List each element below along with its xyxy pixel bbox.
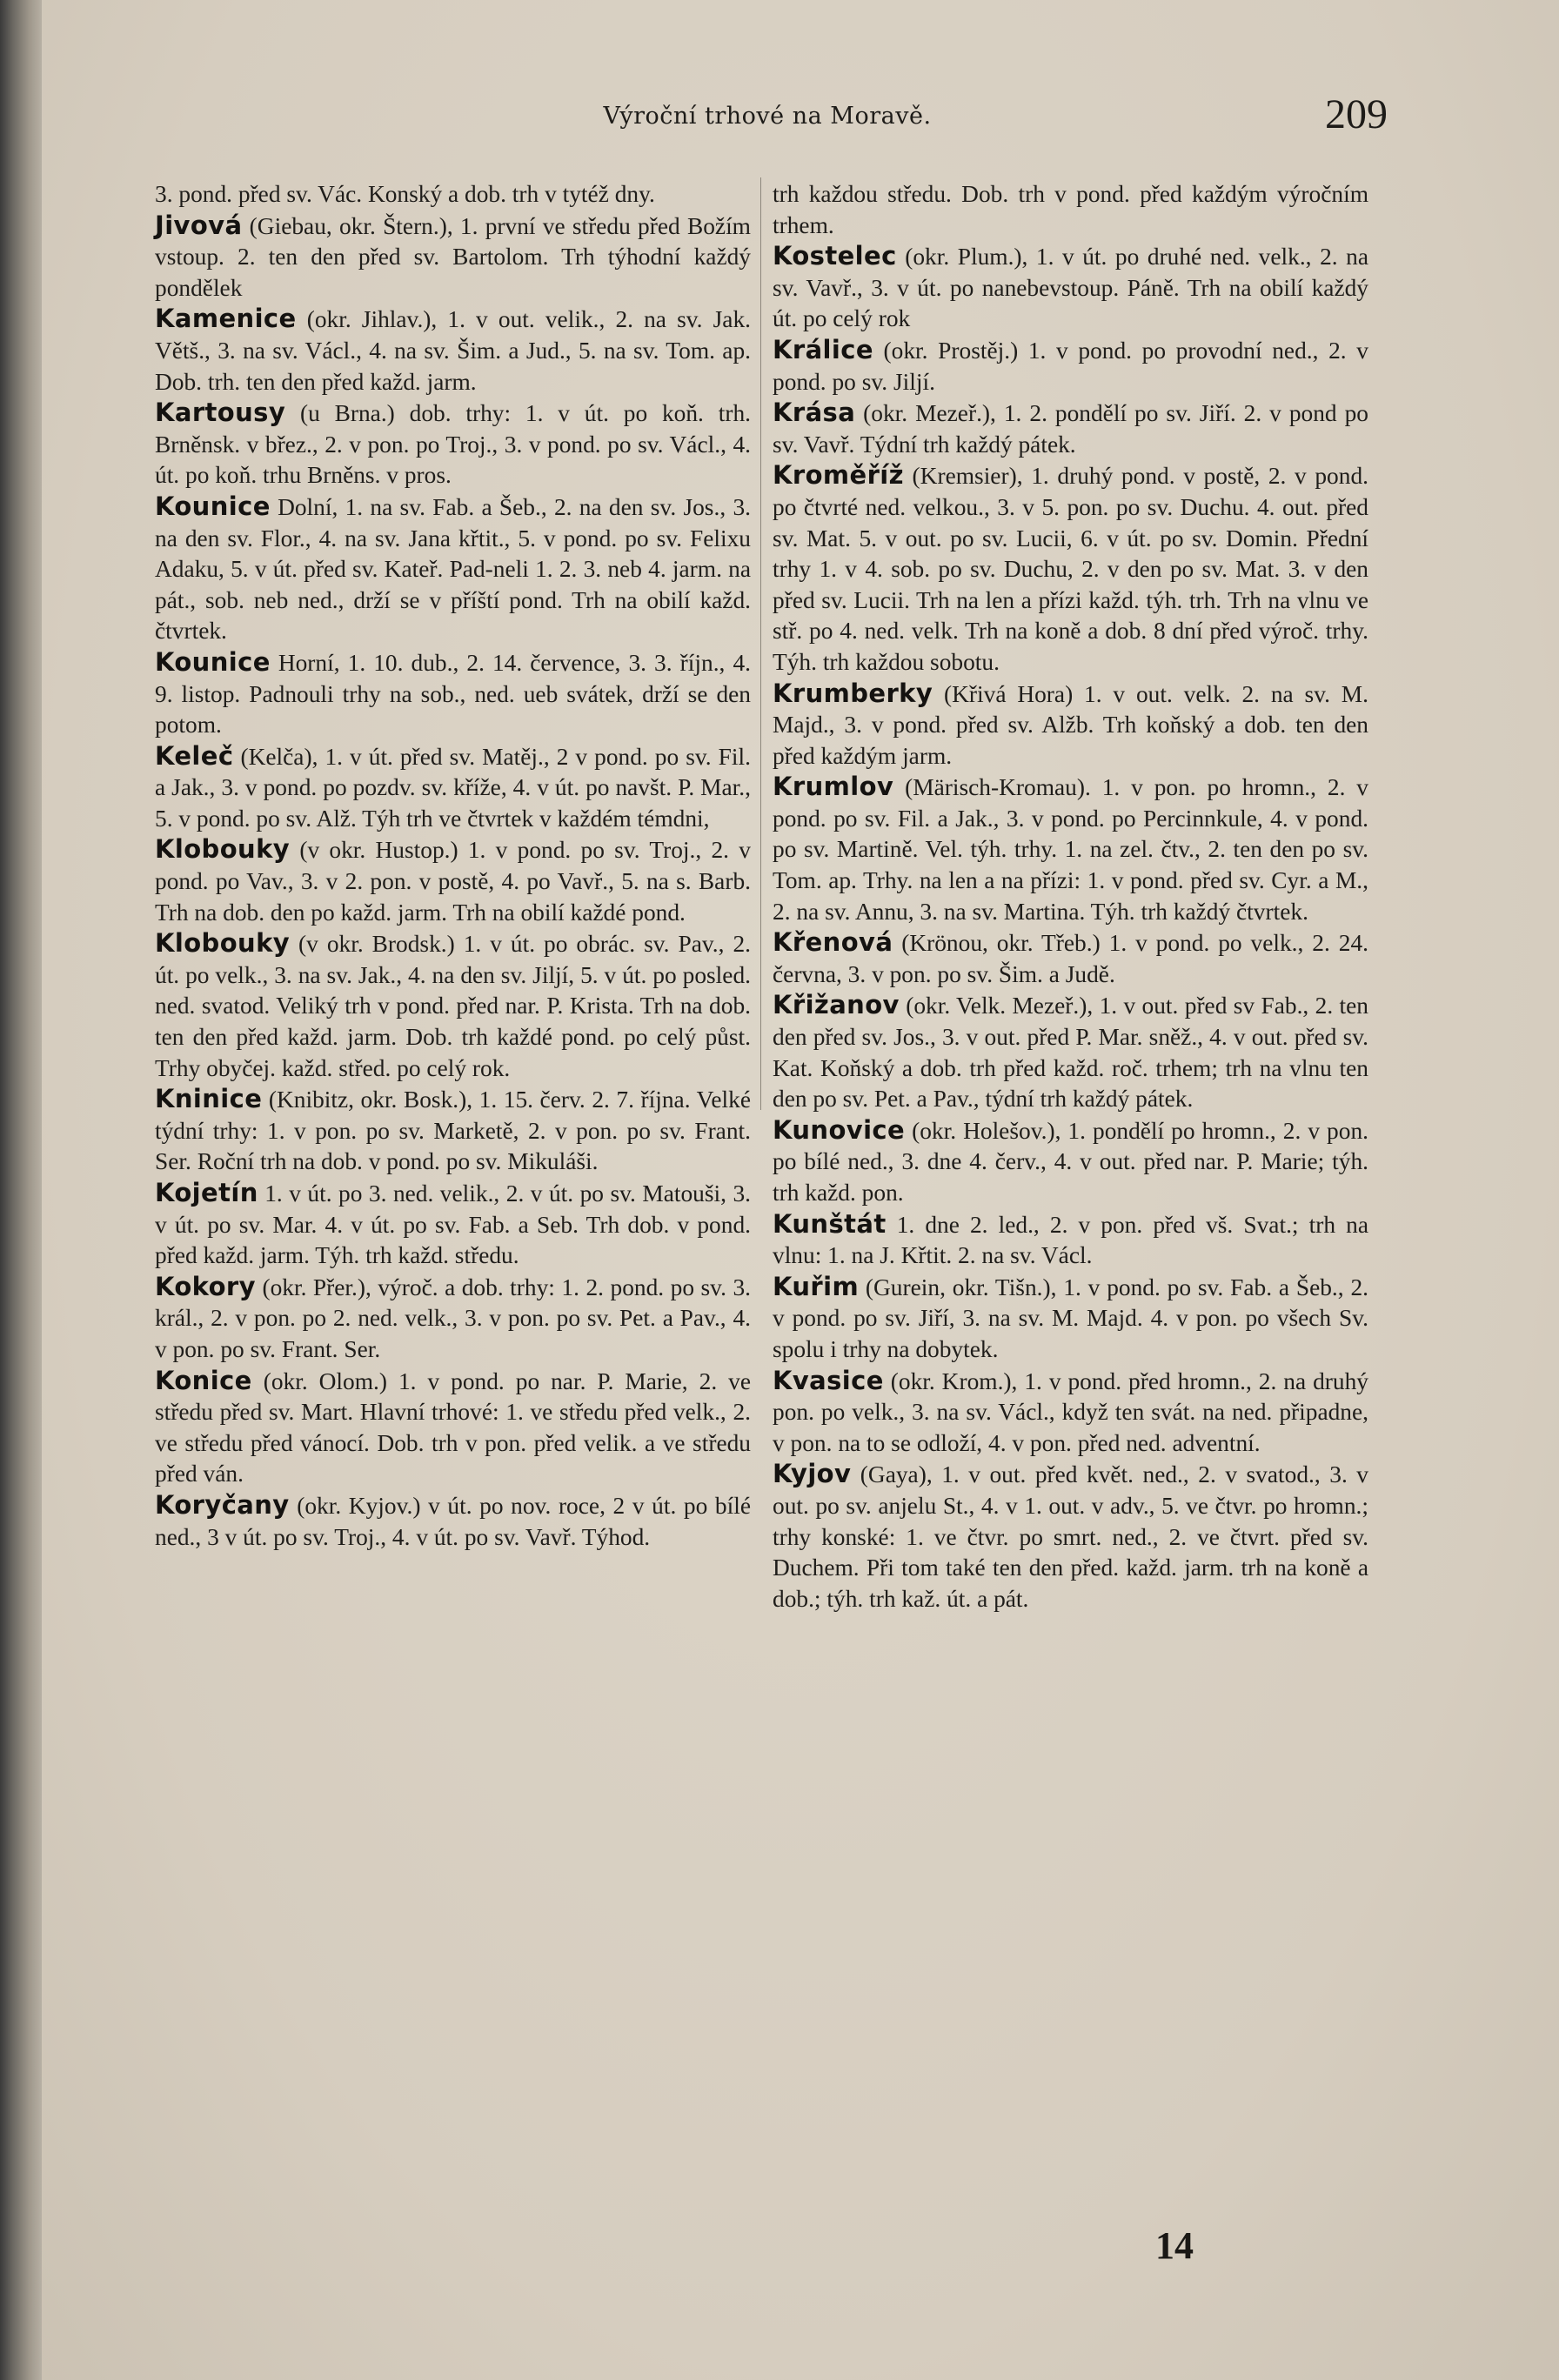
running-header: Výroční trhové na Moravě. bbox=[603, 103, 932, 130]
entry-text: 1. dne 2. led., 2. v pon. před vš. Svat.; trh na vlnu: 1. na J. Křtit. 2. na sv. Václ. bbox=[773, 1211, 1368, 1269]
entry-text: (okr. Přer.), výroč. a dob. trhy: 1. 2. pond. po sv. 3. král., 2. v pon. po 2. ned. velk., 3. v pon. po sv. Pet. a Pav., 4. v pon. po sv. Frant. Ser. bbox=[155, 1274, 751, 1362]
entry-place-name: Keleč bbox=[155, 740, 234, 771]
entry-place-name: Krumlov bbox=[773, 772, 894, 802]
entry-place-name: Králice bbox=[773, 334, 873, 364]
entry-text: (okr. Prostěj.) 1. v pond. po provodní ned., 2. v pond. po sv. Jiljí. bbox=[773, 337, 1368, 395]
entry-text: (Gaya), 1. v out. před květ. ned., 2. v svatod., 3. v out. po sv. anjelu St., 4. v 1. out. v adv., 5. ve čtvr. po hromn.; trhy konské: 1. ve čtvr. po smrt. ned., 2. ve čtvrt. před sv. Duchem. Při tom také ten den před. každ. jarm. trh na koně a dob.; týh. trh kaž. út. a pát. bbox=[773, 1461, 1368, 1612]
entry-paragraph bbox=[773, 1272, 1368, 1366]
entry-paragraph bbox=[155, 1178, 751, 1272]
entry-place-name: Klobouky bbox=[155, 834, 291, 865]
entry-text: (okr. Velk. Mezeř.), 1. v out. před sv Fab., 2. ten den před sv. Jos., 3. v out. před P. Mar. sněž., 4. v out. před sv. Kat. Koňský a dob. trh před každ. roč. trhem; trh na vlnu ten den po sv. Pet. a Pav., týdní trh každý pátek. bbox=[773, 993, 1368, 1113]
entry-text: (okr. Jihlav.), 1. v out. velik., 2. na sv. Jak. Větš., 3. na sv. Václ., 4. na sv. Šim. a Jud., 5. na sv. Tom. ap. Dob. trh. ten den před každ. jarm. bbox=[155, 306, 751, 395]
entry-paragraph bbox=[155, 1084, 751, 1178]
entry-place-name: Krumberky bbox=[773, 678, 933, 708]
entry-place-name: Kninice bbox=[155, 1084, 263, 1114]
entry-place-name: Kartousy bbox=[155, 398, 286, 428]
entry-place-name: Kunovice bbox=[773, 1114, 906, 1145]
entry-paragraph bbox=[155, 179, 751, 211]
entry-text: (Křivá Hora) 1. v out. velk. 2. na sv. M. Majd., 3. v pond. před sv. Alžb. Trh koňský a dob. ten den před každým jarm. bbox=[773, 680, 1368, 769]
entry-place-name: Kokory bbox=[155, 1271, 256, 1301]
entry-paragraph bbox=[773, 335, 1368, 398]
entry-paragraph bbox=[155, 1272, 751, 1366]
entry-text: (v okr. Hustop.) 1. v pond. po sv. Troj., 2. v pond. po Vav., 3. v 2. pon. v postě, 4. po Vavř., 5. na s. Barb. Trh na dob. den po každ. jarm. Trh na obilí každé pond. bbox=[155, 837, 751, 926]
entry-place-name: Kostelec bbox=[773, 241, 897, 271]
entry-text: (u Brna.) dob. trhy: 1. v út. po koň. trh. Brněnsk. v břez., 2. v pon. po Troj., 3. v pond. po sv. Václ., 4. út. po koň. trhu Brněns. v pros. bbox=[155, 400, 751, 489]
entry-place-name: Křižanov bbox=[773, 990, 900, 1020]
entry-text: (okr. Holešov.), 1. pondělí po hromn., 2. v pon. po bílé ned., 3. dne 4. červ., 4. v out. před nar. P. Marie; týh. trh každ. pon. bbox=[773, 1117, 1368, 1206]
entry-place-name: Jivová bbox=[155, 210, 243, 240]
entry-text: (Kelča), 1. v út. před sv. Matěj., 2 v pond. po sv. Fil. a Jak., 3. v pond. po pozdv. sv. kříže, 4. v út. po navšt. P. Mar., 5. v pond. po sv. Alž. Týh trh ve čtvrtek v každém témdni, bbox=[155, 743, 751, 832]
entry-paragraph bbox=[155, 211, 751, 304]
signature-mark: 14 bbox=[1155, 2224, 1194, 2267]
entry-text: trh každou středu. Dob. trh v pond. před každým výročním trhem. bbox=[773, 181, 1368, 238]
entry-place-name: Kojetín bbox=[155, 1178, 258, 1207]
entry-place-name: Kounice bbox=[155, 646, 271, 677]
entry-text: (okr. Kyjov.) v út. po nov. roce, 2 v út. po bílé ned., 3 v út. po sv. Troj., 4. v út. po sv. Vavř. Týhod. bbox=[155, 1492, 751, 1550]
entry-text: (okr. Plum.), 1. v út. po druhé ned. velk., 2. na sv. Vavř., 3. v út. po nanebevstoup. Páně. Trh na obilí každý út. po celý rok bbox=[773, 244, 1368, 332]
entry-text: Dolní, 1. na sv. Fab. a Šeb., 2. na den sv. Jos., 3. na den sv. Flor., 4. na sv. Jana křtit., 5. v pond. po sv. Felixu Adaku, 5. v út. před sv. Kateř. Pad-neli 1. 2. 3. neb 4. jarm. na pát., sob. neb ned., drží se v příští pond. Trh na obilí každ. čtvrtek. bbox=[155, 493, 751, 645]
entry-text: (Krönou, okr. Třeb.) 1. v pond. po velk., 2. 24. června, 3. v pon. po sv. Šim. a Judě. bbox=[773, 930, 1368, 987]
entry-text: (Märisch-Kromau). 1. v pon. po hromn., 2. v pond. po sv. Fil. a Jak., 3. v pond. po Percinnkule, 4. v pond. po sv. Martině. Vel. týh. trhy. 1. na zel. čtv., 2. ten den po sv. Tom. ap. Trhy. na len a na přízi: 1. v pond. před sv. Cyr. a M., 2. na sv. Annu, 3. na sv. Martina. Týh. trh každý čtvrtek. bbox=[773, 774, 1368, 925]
entry-paragraph bbox=[773, 1459, 1368, 1615]
entry-paragraph bbox=[155, 928, 751, 1084]
entry-paragraph bbox=[773, 772, 1368, 927]
entry-text: (Knibitz, okr. Bosk.), 1. 15. červ. 2. 7. října. Velké týdní trhy: 1. v pon. po sv. Marketě, 2. v pon. po sv. Frant. Ser. Roční trh na dob. v pond. po sv. Mikuláši. bbox=[155, 1086, 751, 1175]
entry-paragraph bbox=[155, 647, 751, 741]
entry-text: (Gurein, okr. Tišn.), 1. v pond. po sv. Fab. a Šeb., 2. v pond. po sv. Jiří, 3. na sv. M. Majd. 4. v pon. po všech Sv. spolu i trhy na dobytek. bbox=[773, 1274, 1368, 1362]
entry-text: (Kremsier), 1. druhý pond. v postě, 2. v pond. po čtvrté ned. velkou., 3. v 5. pon. po sv. Duchu. 4. out. před sv. Mat. 5. v out. po sv. Lucii, 6. v út. po sv. Domin. Přední trhy 1. v 4. sob. po sv. Duchu, 2. v den po sv. Mat. 3. v den před sv. Lucii. Trh na len a přízi každ. týh. trh. Trh na vlnu ve stř. po 4. ned. velk. Trh na koně a dob. 8 dní před výroč. trhy. Týh. trh každou sobotu. bbox=[773, 463, 1368, 675]
entry-place-name: Krása bbox=[773, 398, 856, 428]
entry-place-name: Kamenice bbox=[155, 304, 297, 334]
entry-paragraph bbox=[155, 398, 751, 491]
entry-text: (Giebau, okr. Štern.), 1. první ve středu před Božím vstoup. 2. ten den před sv. Bartolom. Trh týhodní každý pondělek bbox=[155, 212, 751, 301]
column-divider bbox=[760, 177, 761, 1110]
entry-paragraph bbox=[773, 1209, 1368, 1272]
entry-paragraph bbox=[155, 1490, 751, 1553]
left-column bbox=[155, 179, 751, 1553]
entry-place-name: Konice bbox=[155, 1365, 252, 1395]
entry-text: (okr. Mezeř.), 1. 2. pondělí po sv. Jiří. 2. v pond po sv. Vavř. Týdní trh každý pátek. bbox=[773, 400, 1368, 458]
entry-text: (okr. Olom.) 1. v pond. po nar. P. Marie, 2. ve středu před sv. Mart. Hlavní trhové: 1. ve středu před velk., 2. ve středu před vánocí. Dob. trh v pon. před velik. a ve středu před ván. bbox=[155, 1367, 751, 1488]
entry-text: 1. v út. po 3. ned. velik., 2. v út. po sv. Matouši, 3. v út. po sv. Mar. 4. v út. po sv. Fab. a Seb. Trh dob. v pond. před každ. jarm. Týh. trh každ. středu. bbox=[155, 1180, 751, 1269]
book-spine-shadow bbox=[0, 0, 42, 2380]
entry-paragraph bbox=[773, 990, 1368, 1114]
entry-paragraph bbox=[773, 927, 1368, 990]
entry-paragraph bbox=[773, 179, 1368, 241]
entry-paragraph bbox=[155, 741, 751, 835]
entry-paragraph bbox=[773, 460, 1368, 678]
entry-place-name: Kvasice bbox=[773, 1365, 884, 1395]
entry-place-name: Klobouky bbox=[155, 928, 291, 959]
entry-paragraph bbox=[773, 241, 1368, 335]
entry-text: 3. pond. před sv. Vác. Konský a dob. trh v tytéž dny. bbox=[155, 181, 655, 207]
entry-paragraph bbox=[773, 1366, 1368, 1460]
entry-place-name: Křenová bbox=[773, 927, 893, 958]
entry-paragraph bbox=[773, 679, 1368, 772]
entry-place-name: Kroměříž bbox=[773, 460, 904, 491]
right-column bbox=[773, 179, 1368, 1615]
entry-place-name: Kounice bbox=[155, 491, 271, 521]
entry-paragraph bbox=[773, 398, 1368, 460]
entry-text: (okr. Krom.), 1. v pond. před hromn., 2. na druhý pon. po velk., 3. na sv. Václ., když ten svát. na ned. připadne, v pon. na to se odloží, 4. v pon. před ned. adventní. bbox=[773, 1367, 1368, 1456]
page-number: 209 bbox=[1325, 91, 1388, 137]
entry-paragraph bbox=[155, 1366, 751, 1490]
entry-paragraph bbox=[155, 834, 751, 928]
entry-paragraph bbox=[155, 491, 751, 647]
entry-place-name: Koryčany bbox=[155, 1489, 290, 1520]
entry-paragraph bbox=[773, 1115, 1368, 1209]
entry-paragraph bbox=[155, 304, 751, 398]
entry-place-name: Kuřim bbox=[773, 1271, 860, 1301]
entry-place-name: Kunštát bbox=[773, 1208, 887, 1239]
entry-text: (v okr. Brodsk.) 1. v út. po obrác. sv. Pav., 2. út. po velk., 3. na sv. Jak., 4. na den sv. Jiljí, 5. v út. po posled. ned. svatod. Veliký trh v pond. před nar. P. Krista. Trh na dob. ten den před každ. jarm. Dob. trh každé pond. po celý půst. Trhy obyčej. každ. střed. po celý rok. bbox=[155, 931, 751, 1081]
entry-place-name: Kyjov bbox=[773, 1459, 852, 1489]
entry-text: Horní, 1. 10. dub., 2. 14. července, 3. 3. říjn., 4. 9. listop. Padnouli trhy na sob., ned. ueb svátek, drží se den potom. bbox=[155, 649, 751, 739]
